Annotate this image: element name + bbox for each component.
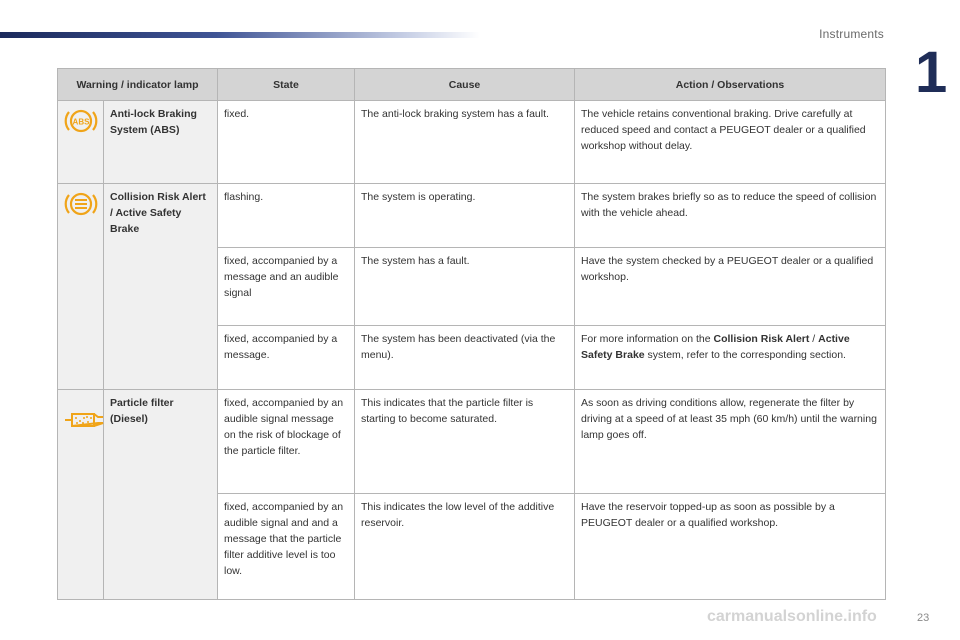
action-cell: The vehicle retains conventional braking. Drive carefully at reduced speed and contact a PEUGEOT dealer or a qualified workshop without delay. [575,101,886,184]
table-row [58,101,886,184]
chapter-number: 1 [915,40,948,105]
column-header-lamp: Warning / indicator lamp [58,69,218,101]
action-text: system, refer to the corresponding section. [647,349,846,361]
cause-cell: The system is operating. [355,184,575,248]
cause-cell: This indicates the low level of the additive reservoir. [355,494,575,600]
action-emphasis: Collision Risk Alert [713,333,810,345]
action-emphasis: Active Safety Brake [581,333,850,361]
lamp-name-collision: Collision Risk Alert / Active Safety Brake [104,184,218,390]
action-cell: Have the system checked by a PEUGEOT dealer or a qualified workshop. [575,248,886,326]
lamp-name-particle-filter: Particle filter (Diesel) [104,390,218,600]
table-header-row [58,69,886,101]
collision-icon-cell [58,184,104,390]
abs-icon-cell [58,101,104,184]
page-number: 23 [917,612,930,624]
state-cell: fixed, accompanied by an audible signal message on the risk of blockage of the particle filter. [218,390,355,494]
watermark-text: carmanualsonline.info [707,608,877,625]
header-gradient-bar [0,32,480,38]
action-cell: The system brakes briefly so as to reduce the speed of collision with the vehicle ahead. [575,184,886,248]
abs-icon [64,106,98,136]
state-cell: flashing. [218,184,355,248]
table-row [58,390,886,494]
state-cell: fixed, accompanied by a message. [218,326,355,390]
state-cell: fixed, accompanied by an audible signal and and a message that the particle filter additive level is too low. [218,494,355,600]
cause-cell: The anti-lock braking system has a fault. [355,101,575,184]
cause-cell: The system has been deactivated (via the menu). [355,326,575,390]
cause-cell: The system has a fault. [355,248,575,326]
collision-alert-icon [64,189,98,219]
state-cell: fixed. [218,101,355,184]
warning-lamps-table [57,68,886,600]
particle-filter-icon-cell [58,390,104,600]
column-header-cause: Cause [355,69,575,101]
lamp-name-abs: Anti-lock Braking System (ABS) [104,101,218,184]
action-text: For more information on the [581,333,711,345]
column-header-action: Action / Observations [575,69,886,101]
action-cell: Have the reservoir topped-up as soon as possible by a PEUGEOT dealer or a qualified workshop. [575,494,886,600]
state-cell: fixed, accompanied by a message and an audible signal [218,248,355,326]
action-cell: As soon as driving conditions allow, regenerate the filter by driving at a speed of at least 35 mph (60 km/h) until the warning lamp goes off. [575,390,886,494]
section-title: Instruments [819,27,884,41]
action-cell [575,326,886,390]
cause-cell: This indicates that the particle filter is starting to become saturated. [355,390,575,494]
column-header-state: State [218,69,355,101]
svg-text:ABS: ABS [72,117,90,127]
action-separator: / [812,333,816,345]
table-row [58,184,886,248]
particle-filter-icon [64,408,104,432]
